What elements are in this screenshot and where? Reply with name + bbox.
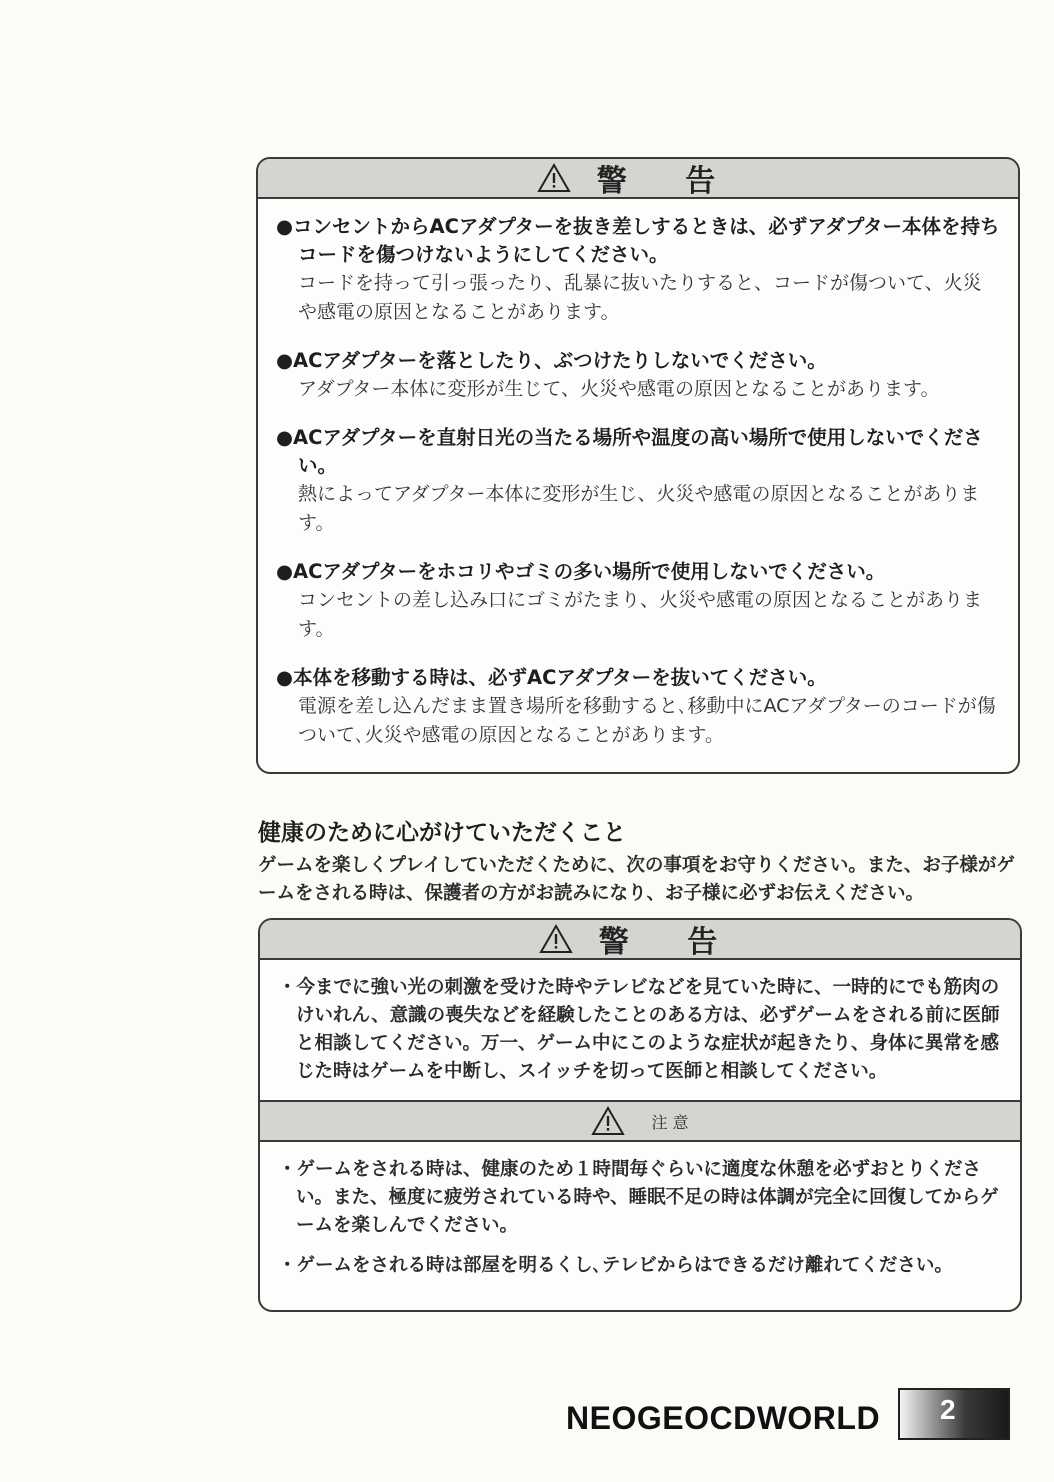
warning-item — [276, 347, 1000, 404]
list-item: ・ゲームをされる時は部屋を明るくし､テレビからはできるだけ離れてください。 — [278, 1255, 953, 1276]
warning-header — [258, 159, 1018, 199]
caution-list — [278, 1156, 1002, 1280]
warning-item — [276, 424, 1000, 538]
brand-name: NEOGEOCDWORLD — [566, 1400, 881, 1436]
warning-triangle-icon — [539, 924, 573, 954]
health-warning-box — [258, 918, 1022, 1312]
item-body: 電源を差し込んだまま置き場所を移動すると､移動中にACアダプターのコードが傷ついて､火災や感電の原因となることがあります。 — [298, 695, 996, 746]
warning-item — [276, 213, 1000, 327]
warning-list — [278, 974, 1002, 1086]
warning-title: 警 告 — [596, 164, 740, 199]
warning-box-adapter — [256, 157, 1020, 774]
warning-header — [260, 920, 1020, 960]
list-item: ・今までに強い光の刺激を受けた時やテレビなどを見ていた時に、一時的にでも筋肉のけいれん、意識の喪失などを経験したことのある方は、必ずゲームをされる前に医師と相談してください。万一、ゲーム中にこのような症状が起きたり、身体に異常を感じた時はゲームを中断し、スイッチを切って医師と相談してください。 — [278, 977, 1000, 1082]
section-title: 健康のために心がけていただくこと — [258, 820, 626, 846]
item-heading: ●ACアダプターを直射日光の当たる場所や温度の高い場所で使用しないでください。 — [276, 426, 983, 477]
section-intro: ゲームを楽しくプレイしていただくために、次の事項をお守りください。また、お子様がゲームをされる時は、保護者の方がお読みになり、お子様に必ずお伝えください。 — [258, 855, 1015, 904]
item-body: コードを持って引っ張ったり、乱暴に抜いたりすると、コードが傷ついて、火災や感電の原因となることがあります。 — [298, 272, 982, 323]
item-body: アダプター本体に変形が生じて、火災や感電の原因となることがあります。 — [298, 378, 940, 400]
item-heading: ●ACアダプターを落としたり、ぶつけたりしないでください。 — [276, 349, 827, 372]
warning-item — [276, 558, 1000, 644]
item-heading: ●本体を移動する時は、必ずACアダプターを抜いてください。 — [276, 666, 827, 689]
item-heading: ●コンセントからACアダプターを抜き差しするときは、必ずアダプター本体を持ちコードを傷つけないようにしてください。 — [276, 215, 1000, 266]
caution-title: 注 意 — [651, 1112, 689, 1132]
page-number-badge — [898, 1388, 1010, 1440]
item-body: 熱によってアダプター本体に変形が生じ、火災や感電の原因となることがあります。 — [298, 483, 980, 534]
warning-item — [276, 664, 1000, 750]
list-item: ・ゲームをされる時は、健康のため１時間毎ぐらいに適度な休憩を必ずおとりください。また、極度に疲労されている時や、睡眠不足の時は体調が完全に回復してからゲームを楽しんでください。 — [278, 1159, 999, 1236]
page-number: 2 — [940, 1394, 956, 1425]
caution-header — [260, 1100, 1020, 1142]
warning-title: 警 告 — [598, 925, 742, 960]
warning-triangle-icon — [591, 1106, 625, 1136]
item-heading: ●ACアダプターをホコリやゴミの多い場所で使用しないでください。 — [276, 560, 886, 583]
item-body: コンセントの差し込み口にゴミがたまり、火災や感電の原因となることがあります。 — [298, 589, 983, 640]
warning-triangle-icon — [537, 163, 571, 193]
